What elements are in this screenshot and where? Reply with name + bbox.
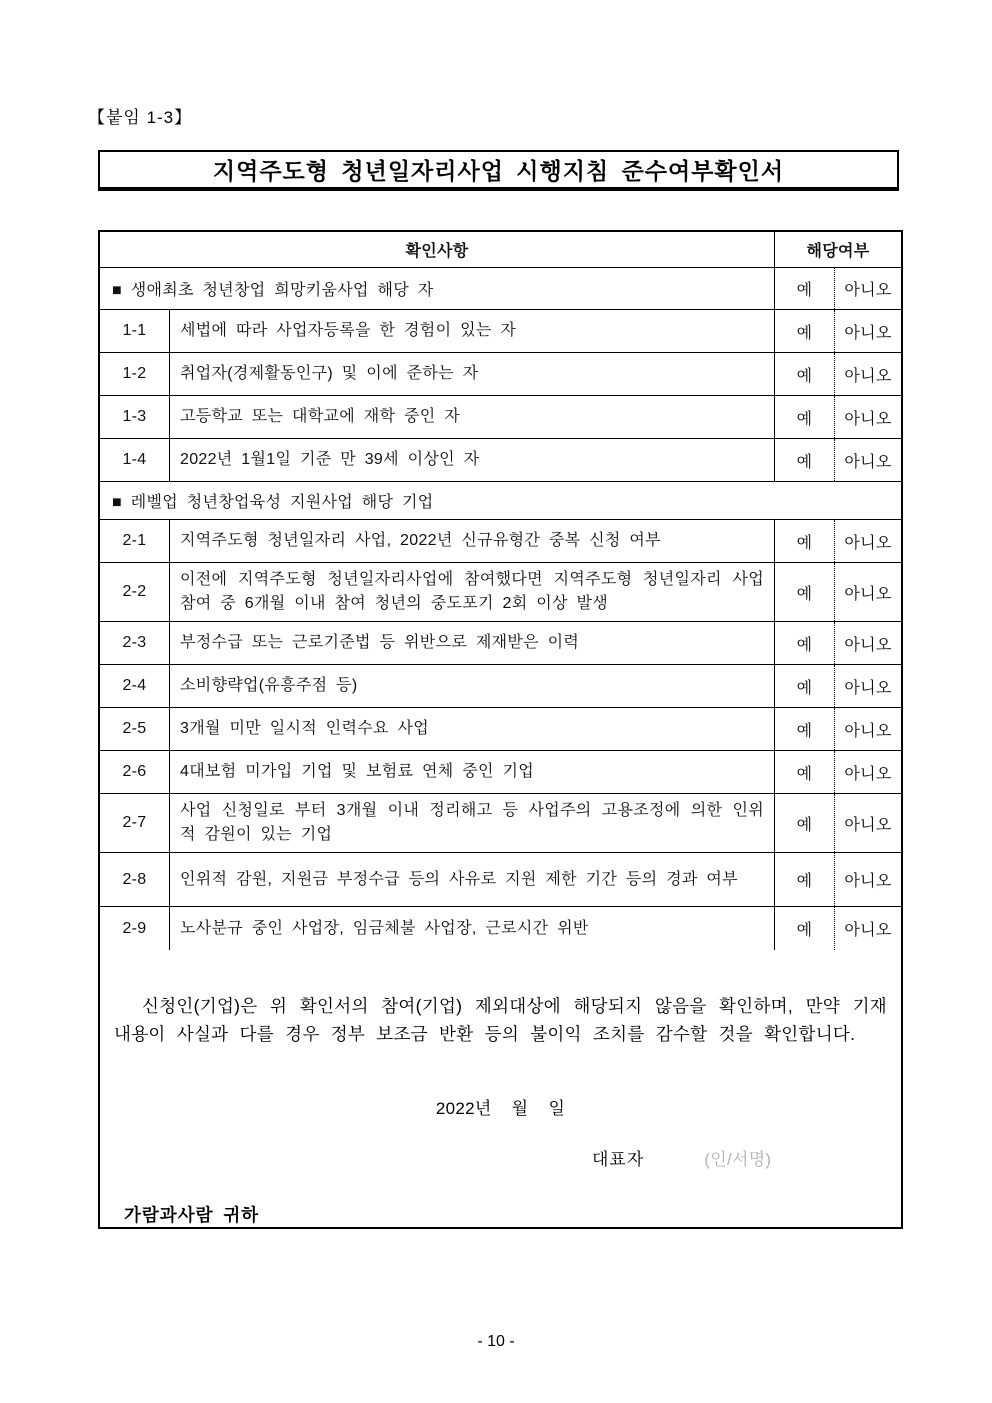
answer-yes: 예	[775, 708, 835, 750]
answer-yes: 예	[775, 853, 835, 906]
checklist-row	[100, 563, 901, 622]
row-number: 2-4	[100, 665, 170, 707]
declaration-text: 신청인(기업)은 위 확인서의 참여(기업) 제외대상에 해당되지 않음을 확인하며, 만약 기재 내용이 사실과 다를 경우 정부 보조금 반환 등의 불이익 조치를 감수할 것을 확인합니다.	[114, 996, 887, 1044]
checklist-row	[100, 622, 901, 665]
answer-no: 아니오	[844, 367, 892, 385]
answer-yes: 예	[775, 520, 835, 562]
answer-no: 아니오	[844, 679, 892, 697]
section-title: ■ 생애최초 청년창업 희망키움사업 해당 자	[100, 268, 775, 309]
checklist-table	[98, 230, 903, 1229]
answer-no: 아니오	[844, 816, 892, 834]
answer-yes: 예	[775, 622, 835, 664]
answer-no: 아니오	[844, 922, 892, 939]
row-number: 2-3	[100, 622, 170, 664]
row-number: 1-1	[100, 310, 170, 352]
answer-yes: 예	[775, 268, 835, 309]
answer-no: 아니오	[844, 410, 892, 428]
checklist-row	[100, 665, 901, 708]
section-title: ■ 레벨업 청년창업육성 지원사업 해당 기업	[112, 494, 434, 511]
row-text: 지역주도형 청년일자리 사업, 2022년 신규유형간 중복 신청 여부	[170, 520, 775, 562]
answer-yes: 예	[775, 665, 835, 707]
row-number: 1-4	[100, 439, 170, 481]
answer-yes: 예	[775, 310, 835, 352]
answer-yes: 예	[775, 907, 835, 950]
row-number: 2-8	[100, 853, 170, 906]
answer-no: 아니오	[844, 636, 892, 654]
row-number: 2-2	[100, 563, 170, 621]
answer-no: 아니오	[844, 534, 892, 552]
row-number: 2-1	[100, 520, 170, 562]
row-text: 사업 신청일로 부터 3개월 이내 정리해고 등 사업주의 고용조정에 의한 인위적 감원이 있는 기업	[170, 794, 775, 852]
answer-no: 아니오	[844, 765, 892, 783]
checklist-row	[100, 853, 901, 907]
row-text: 세법에 따라 사업자등록을 한 경험이 있는 자	[170, 310, 775, 352]
footer-row	[100, 950, 901, 1227]
answer-yes: 예	[775, 794, 835, 852]
answer-no: 아니오	[844, 453, 892, 471]
row-number: 2-6	[100, 751, 170, 793]
checklist-row	[100, 353, 901, 396]
row-text: 부정수급 또는 근로기준법 등 위반으로 제재받은 이력	[170, 622, 775, 664]
section-row	[100, 268, 901, 310]
attachment-label: 【붙임 1-3】	[88, 108, 193, 127]
answer-yes: 예	[775, 563, 835, 621]
checklist-row	[100, 310, 901, 353]
page-number: - 10 -	[477, 1333, 515, 1350]
section-row	[100, 482, 901, 520]
checklist-row	[100, 520, 901, 563]
signer-label: 대표자	[592, 1150, 645, 1169]
page-title: 지역주도형 청년일자리사업 시행지침 준수여부확인서	[212, 158, 785, 184]
row-text: 인위적 감원, 지원금 부정수급 등의 사유로 지원 제한 기간 등의 경과 여부	[170, 853, 775, 906]
row-number: 2-9	[100, 907, 170, 950]
checklist-row	[100, 751, 901, 794]
seal-signature-hint: (인/서명)	[704, 1150, 772, 1169]
answer-no: 아니오	[844, 873, 892, 890]
answer-no: 아니오	[844, 282, 892, 299]
header-answer: 해당여부	[806, 243, 870, 260]
row-text: 소비향략업(유흥주점 등)	[170, 665, 775, 707]
answer-no: 아니오	[844, 722, 892, 740]
answer-no: 아니오	[844, 585, 892, 603]
row-text: 노사분규 중인 사업장, 임금체불 사업장, 근로시간 위반	[170, 907, 775, 950]
header-check-items: 확인사항	[100, 232, 775, 267]
row-number: 1-2	[100, 353, 170, 395]
checklist-row	[100, 396, 901, 439]
checklist-row	[100, 708, 901, 751]
table-header-row	[100, 232, 901, 268]
row-number: 2-5	[100, 708, 170, 750]
answer-yes: 예	[775, 396, 835, 438]
checklist-row	[100, 439, 901, 482]
row-text: 고등학교 또는 대학교에 재학 중인 자	[170, 396, 775, 438]
declaration-cell	[100, 950, 901, 1227]
checklist-row	[100, 794, 901, 853]
row-number: 2-7	[100, 794, 170, 852]
answer-yes: 예	[775, 751, 835, 793]
answer-no: 아니오	[844, 324, 892, 342]
signature-row	[114, 1145, 887, 1170]
addressee: 가람과사람 귀하	[124, 1205, 260, 1225]
checklist-row	[100, 907, 901, 950]
title-box	[98, 150, 899, 191]
answer-yes: 예	[775, 439, 835, 481]
row-text: 이전에 지역주도형 청년일자리사업에 참여했다면 지역주도형 청년일자리 사업 참여 중 6개월 이내 참여 청년의 중도포기 2회 이상 발생	[170, 563, 775, 621]
row-text: 3개월 미만 일시적 인력수요 사업	[170, 708, 775, 750]
row-number: 1-3	[100, 396, 170, 438]
date-line: 2022년 월 일	[435, 1099, 566, 1118]
row-text: 취업자(경제활동인구) 및 이에 준하는 자	[170, 353, 775, 395]
answer-yes: 예	[775, 353, 835, 395]
row-text: 4대보험 미가입 기업 및 보험료 연체 중인 기업	[170, 751, 775, 793]
row-text: 2022년 1월1일 기준 만 39세 이상인 자	[170, 439, 775, 481]
